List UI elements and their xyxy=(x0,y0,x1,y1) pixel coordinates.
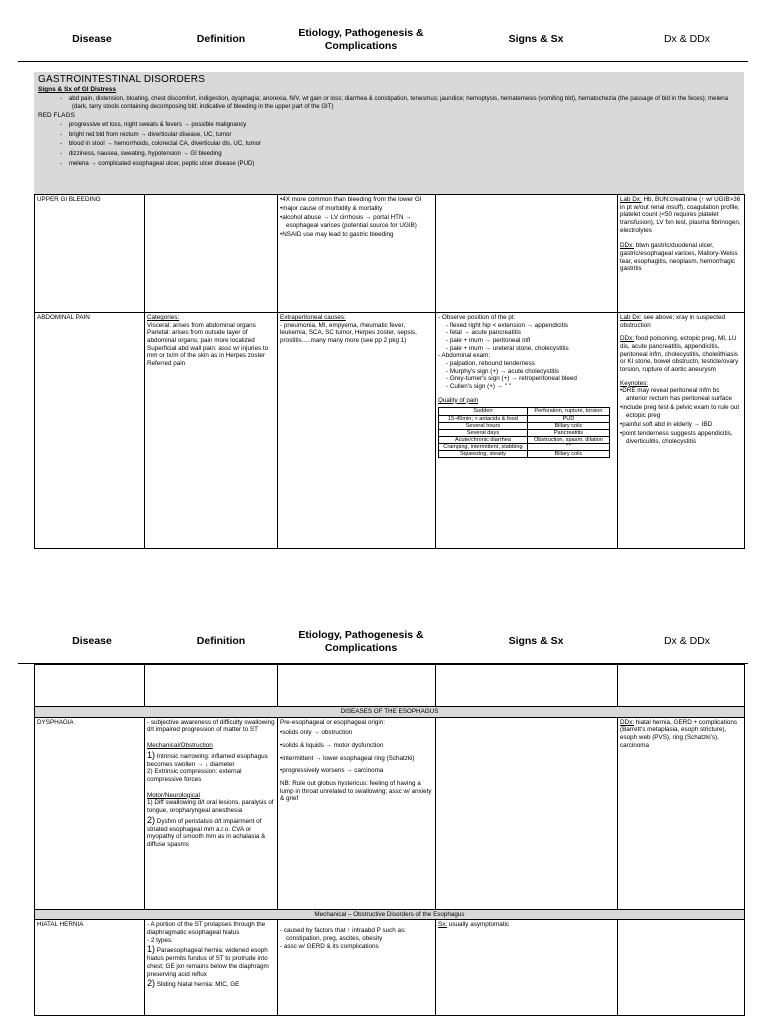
header-etiology: Etiology, Pathogenesis & Complications xyxy=(298,27,424,52)
header-disease: Disease xyxy=(72,33,112,46)
red-flag: - melena → complicated esophageal ulcer, peptic ulcer disease (PUD) xyxy=(60,159,255,167)
disease-name: ABDOMINAL PAIN xyxy=(35,313,145,549)
dx-cell xyxy=(618,920,745,1016)
definition-cell xyxy=(145,195,278,313)
red-flag: - dizziness, nausea, sweating, hypotension → GI bleeding xyxy=(60,150,222,158)
header-dx: Dx & DDx xyxy=(663,33,711,46)
header-disease: Disease xyxy=(72,635,112,648)
disease-table-page2 xyxy=(34,664,745,1016)
disease-name: DYSPHAGIA xyxy=(35,717,145,909)
disease-table-page1 xyxy=(34,194,745,549)
header-signs: Signs & Sx xyxy=(508,33,564,46)
table-row xyxy=(35,313,745,549)
dx-cell: DDx: hiatal hernia, GERD + complications (Barrett's metaplasia, esoph stricture), esoph web (PVS), ring (Schatzki's), carcinoma xyxy=(618,717,745,909)
section-esophagus: DISEASES OF THE ESOPHAGUS xyxy=(35,707,745,718)
definition-cell: - subjective awareness of difficulty swallowing d/t impaired progression of matter to ST Mechanical/Obstruction 1) Intrinsic narrowing: inflamed esophagus becomes swollen → ↓ diameter 2) Extrinsic compression: external compressive forces Motor/Neurological 1) Diff swallowing d/t oral lesions, paralysis of tongue, oropharyngeal anesthesia 2) Dysfxn of peristalsis d/t impairment of striated esophageal mm a.r.o. CVA or myopathy of smooth mm as in achalasia & diffuse spasms xyxy=(145,717,278,909)
table-row xyxy=(35,717,745,909)
section-mechanical: Mechanical – Obstructive Disorders of the Esophagus xyxy=(35,909,745,920)
header-etiology: Etiology, Pathogenesis & Complications xyxy=(298,629,424,654)
section-row xyxy=(35,909,745,920)
pain-quality-label: Quality of pain xyxy=(438,396,479,404)
definition-cell: - A portion of the ST prolapses through the diaphragmatic esophageal hiatus - 2 types: 1) Paraesophageal hernia: widened esoph hiatus permits fundus of ST to protrude into chest; GE jxn remains below the diaphragm preserving acid reflux 2) Sliding hiatal hernia: MIC, GE xyxy=(145,920,278,1016)
header-dx: Dx & DDx xyxy=(663,635,711,648)
gi-title: GASTROINTESTINAL DISORDERS xyxy=(38,74,206,85)
table-header-page2 xyxy=(18,620,748,664)
red-flag: - bright red bld from rectum → diverticular disease, UC, tumor xyxy=(60,130,232,138)
etiology-cell: • 4X more common than bleeding from the lower GI • major cause of morbidity & mortality • alcohol abuse → LV cirrhosis → portal HTN → esophageal varices (potential source for UGIB) • NSAID use may lead to gastric bleeding xyxy=(278,195,436,313)
disease-name: UPPER GI BLEEDING xyxy=(35,195,145,313)
signs-cell xyxy=(436,195,618,313)
header-definition: Definition xyxy=(196,33,246,46)
pain-quality-table: Sudden Perforation, rupture, torsion 15-45min; > antacids & food PUD Several hours Billary colic Several days Pancreatitis Acute/chronic diarrhea Obstruction, spasm, dilation Cramping, intermittent, stabbing " " Squeezing, steady Billary colic xyxy=(438,407,610,458)
gi-flags-label: RED FLAGS xyxy=(38,112,75,120)
header-signs: Signs & Sx xyxy=(508,635,564,648)
red-flag: - progressive wt loss, night sweats & fevers → possible malignancy xyxy=(60,121,247,129)
section-row xyxy=(35,707,745,718)
table-header-page1 xyxy=(18,18,748,62)
signs-cell xyxy=(436,717,618,909)
header-definition: Definition xyxy=(196,635,246,648)
gi-overview xyxy=(34,72,744,194)
gi-signs-text: - abd pain, distension, bloating, chest discomfort, indigestion, dysphagia; anorexia, N/V, wt gain or loss; diarrhea & constipation, tenesmus; jaundice; hemoptysis, hematemesis (vomiting bld), hematochezia (the passage of bld in the feces); melena (dark, tarry stools containing decomposing bld; indicative of bleeding in the upper part of the GIT) xyxy=(60,95,729,110)
dx-cell: Lab Dx: Hb, BUN:creatinine (↑ w/ UGIB>36 in pt w/out renal insuff), coagulation profile, platelet count (<50 requires platelet transfusion), LV fxn test, plasma fibrinogen, electrolytes DDx: btwn gastric/duodenal ulcer, gastric/esophageal varices, Mallory-Weiss tear, esophagitis, neoplasm, hemorrhagic gastritis xyxy=(618,195,745,313)
table-row xyxy=(35,195,745,313)
table-row xyxy=(35,665,745,707)
disease-name: HIATAL HERNIA xyxy=(35,920,145,1016)
dx-cell: Lab Dx: see above; xray in suspected obstruction DDx: food poisoning, ectopic preg, MI, LU dis, acute pancreatitis, appendicitis, peritoneal infm, cholecystitis, cholelithiasis or KI stone, bowel obstructn, testicle/ovary torsion, rupture of aortic aneurysm Keynotes: • DRE may reveal peritoneal infm bc anterior rectum has peritoneal surface • include preg test & pelvic exam to rule out ectopic preg • painful soft abd in elderly → IBD • point tenderness suggests appendicitis, diverticulitis, cholecystitis xyxy=(618,313,745,549)
signs-cell: Sx: usually asymptomatic xyxy=(436,920,618,1016)
table-row xyxy=(35,920,745,1016)
gi-signs-label: Signs & Sx of GI Distress xyxy=(38,86,117,93)
signs-cell: - Observe position of the pt: - flexed right hip < extension → appendicitis - fetal → acute pancreatitis - pale + mum → peritoneal infl - pale + mum → ureteral stone, cholecystitis - Abdominal exam: - palpation, rebound tenderness - Murphy's sign (+) → acute cholecystitis - Grey-turner's sign (+) → retroperitoneal bleed - Cullen's sign (+) → " " Quality of pain Sudden Perforation, rupture, torsion 15-45min; > antacids & food PUD Several hours Billary colic Several days Pancreatitis Acute/chronic diarrhea Obstruction, spasm, dilation Cramping, intermittent, stabbing " " Squeezing, steady Billary colic xyxy=(436,313,618,549)
etiology-cell: Pre-esophageal or esophageal origin: • solids only → obstruction • solids & liquids → motor dysfunction • intermittent → lower esophageal ring (Schatzki) • progressively worsens → carcinoma NB: Rule out globus hystericus: feeling of having a lump in throat unrelated to swallowing; assc w/ anxiety & grief xyxy=(278,717,436,909)
red-flag: - blood in stool → hemorrhoids, colorectal CA, diverticular dis, UC, tumor xyxy=(60,140,262,148)
etiology-cell: Extraperitoneal causes: - pneumonia, MI, empyema, rheumatic fever, leukemia, SCA, SC tumor, Herpes zoster, sepsis, prostitis.....many many more (see pp 2 pkg 1) xyxy=(278,313,436,549)
etiology-cell: - caused by factors that ↑ intraabd P such as: constipation, preg, ascites, obesity - assc w/ GERD & its complications xyxy=(278,920,436,1016)
definition-cell: Categories: Visceral: arises from abdominal organs Parietal: arises from outside layer of abdominal organs; pain more localized Superficial abd wall pain: assc w/ injuries to mm or tx/m of the skin as in Herpes zoster Referred pain xyxy=(145,313,278,549)
